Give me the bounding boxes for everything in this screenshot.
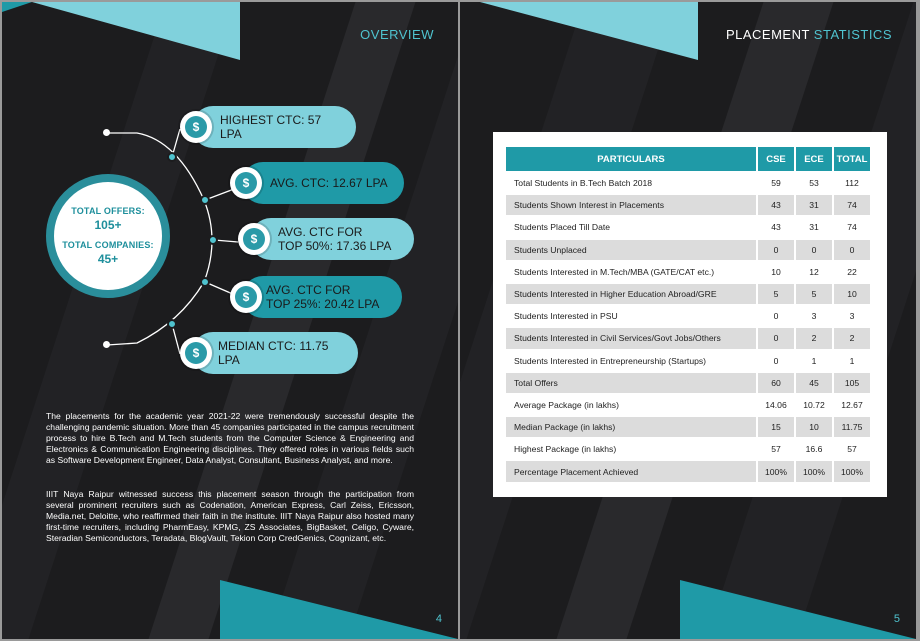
- row-value: 59: [758, 173, 794, 193]
- table-row: [506, 417, 870, 437]
- table-header-row: [506, 147, 870, 171]
- table-row: [506, 395, 870, 415]
- row-value: 10: [796, 417, 832, 437]
- row-label: Students Placed Till Date: [506, 217, 756, 237]
- row-label: Students Interested in M.Tech/MBA (GATE/CAT etc.): [506, 262, 756, 282]
- row-value: 3: [834, 306, 870, 326]
- row-label: Students Interested in Civil Services/Govt Jobs/Others: [506, 328, 756, 348]
- header-cse: CSE: [758, 147, 794, 171]
- total-offers-label: TOTAL OFFERS:: [71, 206, 145, 216]
- row-value: 11.75: [834, 417, 870, 437]
- row-label: Students Unplaced: [506, 240, 756, 260]
- page-title: [726, 27, 892, 42]
- row-value: 74: [834, 217, 870, 237]
- row-value: 57: [834, 439, 870, 459]
- row-value: 45: [796, 373, 832, 393]
- title-placement: PLACEMENT: [725, 27, 810, 42]
- row-value: 57: [758, 439, 794, 459]
- table-row: [506, 284, 870, 304]
- table-row: [506, 173, 870, 193]
- row-label: Students Interested in Higher Education Abroad/GRE: [506, 284, 756, 304]
- row-value: 10.72: [796, 395, 832, 415]
- row-label: Percentage Placement Achieved: [506, 461, 756, 481]
- table-row: [506, 306, 870, 326]
- stat-avg-ctc-top50: [250, 218, 414, 260]
- summary-circle: [46, 174, 170, 298]
- connector-dot: [200, 195, 210, 205]
- connector-dot: [167, 152, 177, 162]
- row-label: Students Interested in Entrepreneurship (Startups): [506, 351, 756, 371]
- row-value: 31: [796, 217, 832, 237]
- row-value: 16.6: [796, 439, 832, 459]
- table-row: [506, 439, 870, 459]
- row-label: Students Interested in PSU: [506, 306, 756, 326]
- row-value: 2: [796, 328, 832, 348]
- dollar-coin-icon: $: [230, 281, 262, 313]
- overview-paragraph-1: The placements for the academic year 2021-22 were tremendously successful despite the challenging pandemic situation. More than 45 companies participated in the campus recruitment process to hire B.Tech and M.Tech students from the Computer Science & Engineering and Electronics & Communication Engineering disciplines. They offered roles in various fields such as Software Development Engineer, Data Analyst, Consultant, Business Analyst, and more.: [46, 411, 414, 465]
- row-value: 53: [796, 173, 832, 193]
- row-label: Average Package (in lakhs): [506, 395, 756, 415]
- row-value: 10: [758, 262, 794, 282]
- total-companies-value: 45+: [97, 252, 119, 266]
- title-statistics: STATISTICS: [813, 27, 892, 42]
- stat-avg-ctc: [242, 162, 404, 204]
- right-page: [460, 2, 916, 639]
- row-value: 0: [758, 306, 794, 326]
- row-value: 60: [758, 373, 794, 393]
- row-value: 100%: [796, 461, 832, 481]
- overview-paragraph-2: IIIT Naya Raipur witnessed success this placement season through the participation from several prominent recruiters such as Codenation, American Express, Carl Zeiss, Ericsson, Media.net, Deloitte, who reaffirmed their faith in the institute. IIIT Naya Raipur also hosted many first-time recruiters, including PharmEasy, KPMG, ZS Associates, BigBasket, Celigo, Cyware, Steradian Semiconductors, Teradata, BlogVault, Tekion Corp CredGenics, Cognizant, etc.: [46, 489, 414, 543]
- connector-dot: [200, 277, 210, 287]
- dollar-coin-icon: $: [230, 167, 262, 199]
- header-ece: ECE: [796, 147, 832, 171]
- stat-label: HIGHEST CTC: 57 LPA: [220, 113, 322, 141]
- row-value: 3: [796, 306, 832, 326]
- header-particulars: PARTICULARS: [506, 147, 756, 171]
- row-value: 15: [758, 417, 794, 437]
- row-value: 12: [796, 262, 832, 282]
- row-value: 43: [758, 195, 794, 215]
- row-value: 0: [758, 328, 794, 348]
- row-label: Highest Package (in lakhs): [506, 439, 756, 459]
- table-row: [506, 328, 870, 348]
- row-value: 22: [834, 262, 870, 282]
- stat-label: AVG. CTC: 12.67 LPA: [270, 176, 388, 190]
- page-number: 5: [893, 613, 900, 625]
- stat-label: AVG. CTC FOR TOP 50%: 17.36 LPA: [278, 225, 392, 253]
- row-value: 1: [834, 351, 870, 371]
- row-value: 100%: [758, 461, 794, 481]
- dollar-coin-icon: $: [238, 223, 270, 255]
- table-row: [506, 217, 870, 237]
- row-value: 0: [834, 240, 870, 260]
- dollar-coin-icon: $: [180, 337, 212, 369]
- row-value: 10: [834, 284, 870, 304]
- row-value: 74: [834, 195, 870, 215]
- total-offers-value: 105+: [94, 218, 122, 232]
- row-value: 14.06: [758, 395, 794, 415]
- dollar-coin-icon: $: [180, 111, 212, 143]
- table-row: [506, 461, 870, 481]
- connector-dot: [208, 235, 218, 245]
- row-value: 1: [796, 351, 832, 371]
- stat-median-ctc: [192, 332, 358, 374]
- total-companies-label: TOTAL COMPANIES:: [62, 240, 154, 250]
- connector-dot: [103, 341, 110, 348]
- table-row: [506, 195, 870, 215]
- left-page: [2, 2, 458, 639]
- row-value: 112: [834, 173, 870, 193]
- row-label: Median Package (in lakhs): [506, 417, 756, 437]
- table-row: [506, 262, 870, 282]
- row-value: 5: [796, 284, 832, 304]
- row-value: 43: [758, 217, 794, 237]
- row-value: 5: [758, 284, 794, 304]
- connector-dot: [167, 319, 177, 329]
- stat-label: AVG. CTC FOR TOP 25%: 20.42 LPA: [266, 283, 380, 311]
- row-value: 0: [758, 240, 794, 260]
- row-value: 100%: [834, 461, 870, 481]
- statistics-table-card: [493, 132, 887, 497]
- placement-statistics-table: [504, 145, 872, 484]
- row-value: 105: [834, 373, 870, 393]
- header-total: TOTAL: [834, 147, 870, 171]
- row-value: 0: [758, 351, 794, 371]
- stat-label: MEDIAN CTC: 11.75 LPA: [218, 339, 329, 367]
- row-label: Total Offers: [506, 373, 756, 393]
- row-value: 12.67: [834, 395, 870, 415]
- row-value: 31: [796, 195, 832, 215]
- row-value: 0: [796, 240, 832, 260]
- table-row: [506, 240, 870, 260]
- stat-highest-ctc: [192, 106, 356, 148]
- stat-avg-ctc-top25: [242, 276, 402, 318]
- page-number: 4: [435, 613, 442, 625]
- table-row: [506, 373, 870, 393]
- connector-dot: [103, 129, 110, 136]
- row-value: 2: [834, 328, 870, 348]
- table-row: [506, 351, 870, 371]
- page-title: OVERVIEW: [360, 27, 434, 42]
- row-label: Students Shown Interest in Placements: [506, 195, 756, 215]
- row-label: Total Students in B.Tech Batch 2018: [506, 173, 756, 193]
